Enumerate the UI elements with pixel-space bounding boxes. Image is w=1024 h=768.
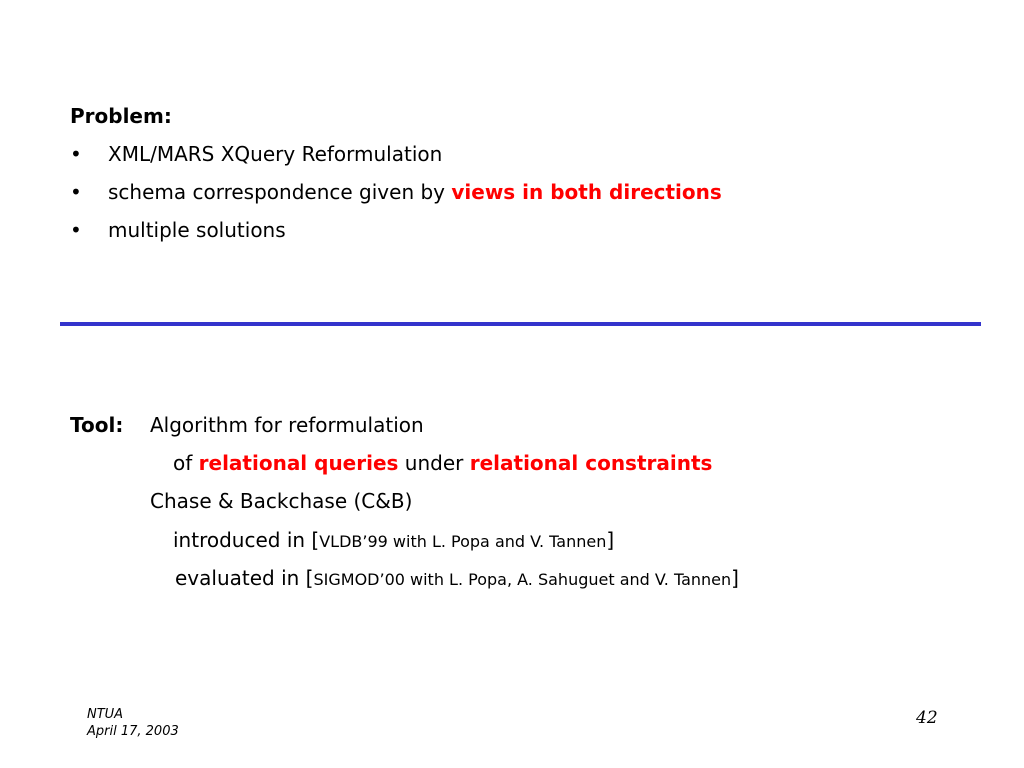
problem-bullet-3-text: multiple solutions [108, 218, 286, 242]
problem-bullet-2-text: schema correspondence given by [108, 180, 452, 204]
bullet-icon: • [70, 142, 82, 166]
tool-line-4-prefix: introduced in [ [173, 528, 320, 552]
page-number: 42 [916, 708, 938, 728]
problem-bullet-2 [70, 180, 722, 204]
footer-date: April 17, 2003 [87, 724, 179, 739]
tool-line-5 [175, 566, 739, 592]
tool-line-2-middle: under [398, 451, 470, 475]
tool-line-2-prefix: of [173, 451, 199, 475]
tool-line-2-emphasis-queries: relational queries [198, 451, 399, 475]
bullet-icon: • [70, 180, 82, 204]
tool-line-2-emphasis-constraints: relational constraints [469, 451, 713, 475]
tool-line-4 [173, 528, 614, 554]
section-divider [60, 322, 981, 326]
tool-line-5-citation: SIGMOD’00 with L. Popa, A. Sahuguet and V. Tannen [313, 570, 732, 589]
problem-bullet-3 [70, 218, 286, 242]
tool-line-5-suffix: ] [731, 566, 739, 590]
tool-line-4-suffix: ] [606, 528, 615, 552]
tool-line-3: Chase & Backchase (C&B) [150, 489, 413, 513]
tool-heading: Tool: [70, 413, 124, 437]
problem-bullet-2-emphasis: views in both directions [451, 180, 722, 204]
problem-bullet-1-text: XML/MARS XQuery Reformulation [108, 142, 443, 166]
problem-heading: Problem: [70, 104, 172, 128]
tool-line-1: Algorithm for reformulation [150, 413, 424, 437]
problem-bullet-1 [70, 142, 442, 166]
footer-org: NTUA [87, 707, 124, 722]
bullet-icon: • [70, 218, 82, 242]
tool-line-4-citation: VLDB’99 with L. Popa and V. Tannen [319, 532, 607, 551]
footer-info [87, 706, 179, 740]
tool-line-5-prefix: evaluated in [ [175, 566, 314, 590]
tool-line-2 [173, 451, 712, 475]
